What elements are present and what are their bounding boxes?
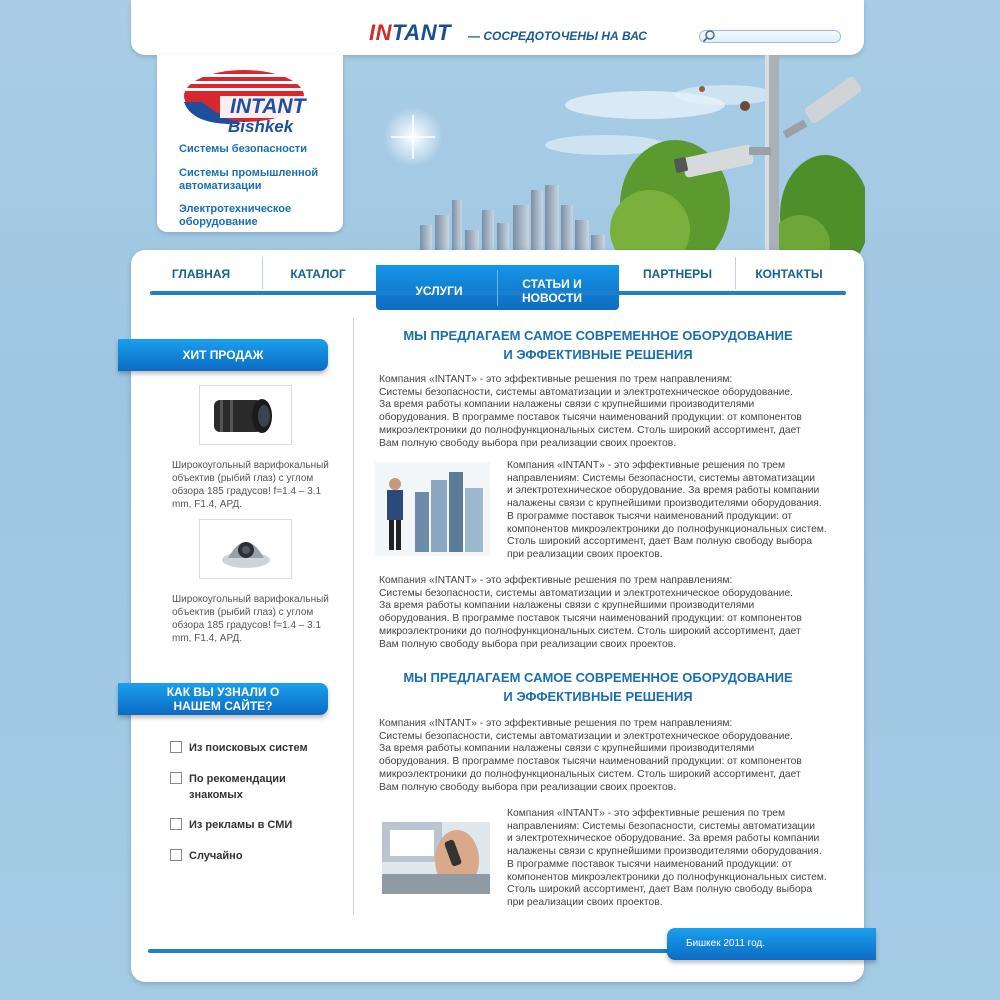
survey-option-ads[interactable]: Из рекламы в СМИ (189, 819, 293, 831)
nav-divider (262, 257, 263, 289)
content-paragraph: Компания «INTANT» - это эффективные решения по трем направлениям: Системы безопасности, системы автоматизации и электротехническое оборудование. За время работы компании налажены связи с крупнейшими производителями оборудования. В программе поставок тысячи наименований продукции: от компонентов микроэлектроники до полнофункциональных систем. Столь широкий ассортимент, дает Вам полную свободу выбора при реализации своих проектов. (379, 374, 802, 449)
nav-contacts[interactable]: КОНТАКТЫ (755, 267, 823, 281)
top-header-bar (131, 0, 864, 55)
category-electrical[interactable]: Электротехническое оборудование (179, 203, 292, 228)
nav-divider (735, 257, 736, 289)
category-automation[interactable]: Системы промышленной автоматизации (179, 167, 319, 192)
footer-copyright: Бишкек 2011 год. (667, 928, 876, 960)
nav-catalog[interactable]: КАТАЛОГ (290, 267, 346, 281)
businessman-city-image (375, 462, 490, 556)
survey-checkbox[interactable] (170, 772, 182, 784)
logo-text-1: INTANT (230, 95, 306, 118)
content-heading: МЫ ПРЕДЛАГАЕМ САМОЕ СОВРЕМЕННОЕ ОБОРУДОВАНИЕ И ЭФФЕКТИВНЫЕ РЕШЕНИЯ (403, 328, 793, 362)
content-paragraph: Компания «INTANT» - это эффективные решения по трем направлениям: Системы безопасности, системы автоматизации и электротехническое оборудование. За время работы компании налажены связи с крупнейшими производителями оборудования. В программе поставок тысячи наименований продукции: от компонентов микроэлектроники до полнофункциональных систем. Столь широкий ассортимент, дает Вам полную свободу выбора при реализации своих проектов. (507, 808, 827, 908)
intant-logo[interactable] (182, 66, 322, 138)
product-image-lens[interactable] (199, 385, 292, 445)
content-paragraph: Компания «INTANT» - это эффективные решения по трем направлениям: Системы безопасности, системы автоматизации и электротехническое оборудование. За время работы компании налажены связи с крупнейшими производителями оборудования. В программе поставок тысячи наименований продукции: от компонентов микроэлектроники до полнофункциональных систем. Столь широкий ассортимент, дает Вам полную свободу выбора при реализации своих проектов. (507, 460, 827, 560)
content-paragraph: Компания «INTANT» - это эффективные решения по трем направлениям: Системы безопасности, системы автоматизации и электротехническое оборудование. За время работы компании налажены связи с крупнейшими производителями оборудования. В программе поставок тысячи наименований продукции: от компонентов микроэлектроники до полнофункциональных систем. Столь широкий ассортимент, дает Вам полную свободу выбора при реализации своих проектов. (379, 575, 802, 650)
product-description: Широкоугольный варифокальный объектив (рыбий глаз) с углом обзора 185 градусов! f=1.4 – 3.1 mm, F1.4, АРД. (172, 594, 329, 644)
search-icon[interactable] (702, 29, 716, 43)
dome-camera-icon (200, 520, 293, 580)
survey-checkbox[interactable] (170, 818, 182, 830)
content-paragraph: Компания «INTANT» - это эффективные решения по трем направлениям: Системы безопасности, системы автоматизации и электротехническое оборудование. За время работы компании налажены связи с крупнейшими производителями оборудования. В программе поставок тысячи наименований продукции: от компонентов микроэлектроники до полнофункциональных систем. Столь широкий ассортимент, дает Вам полную свободу выбора при реализации своих проектов. (379, 718, 802, 793)
nav-divider (497, 270, 498, 306)
content-heading: МЫ ПРЕДЛАГАЕМ САМОЕ СОВРЕМЕННОЕ ОБОРУДОВАНИЕ И ЭФФЕКТИВНЫЕ РЕШЕНИЯ (403, 670, 793, 704)
nav-articles[interactable]: СТАТЬИ И НОВОСТИ (521, 277, 583, 305)
nav-underline (150, 291, 846, 295)
survey-option-random[interactable]: Случайно (189, 850, 243, 862)
bestsellers-header: ХИТ ПРОДАЖ (118, 339, 328, 371)
search-input[interactable] (699, 30, 841, 43)
nav-services[interactable]: УСЛУГИ (415, 284, 463, 298)
lens-icon (200, 386, 293, 446)
survey-checkbox[interactable] (170, 741, 182, 753)
nav-home[interactable]: ГЛАВНАЯ (171, 267, 231, 281)
brand-name: INTANT (369, 20, 452, 45)
survey-option-recommendation[interactable]: По рекомендации знакомых (189, 773, 286, 801)
phone-call-image (382, 822, 490, 894)
category-security[interactable]: Системы безопасности (179, 143, 307, 155)
nav-partners[interactable]: ПАРТНЕРЫ (643, 267, 712, 281)
product-image-camera[interactable] (199, 519, 292, 579)
product-description: Широкоугольный варифокальный объектив (рыбий глаз) с углом обзора 185 градусов! f=1.4 – 3.1 mm, F1.4, АРД. (172, 460, 329, 510)
logo-text-2: Bishkek (228, 117, 294, 136)
survey-option-search[interactable]: Из поисковых систем (189, 742, 308, 754)
column-divider (353, 318, 354, 915)
survey-header: КАК ВЫ УЗНАЛИ О НАШЕМ САЙТЕ? (118, 683, 328, 715)
survey-checkbox[interactable] (170, 849, 182, 861)
tagline: — СОСРЕДОТОЧЕНЫ НА ВАС (468, 29, 647, 43)
hero-scene-image (345, 55, 865, 265)
